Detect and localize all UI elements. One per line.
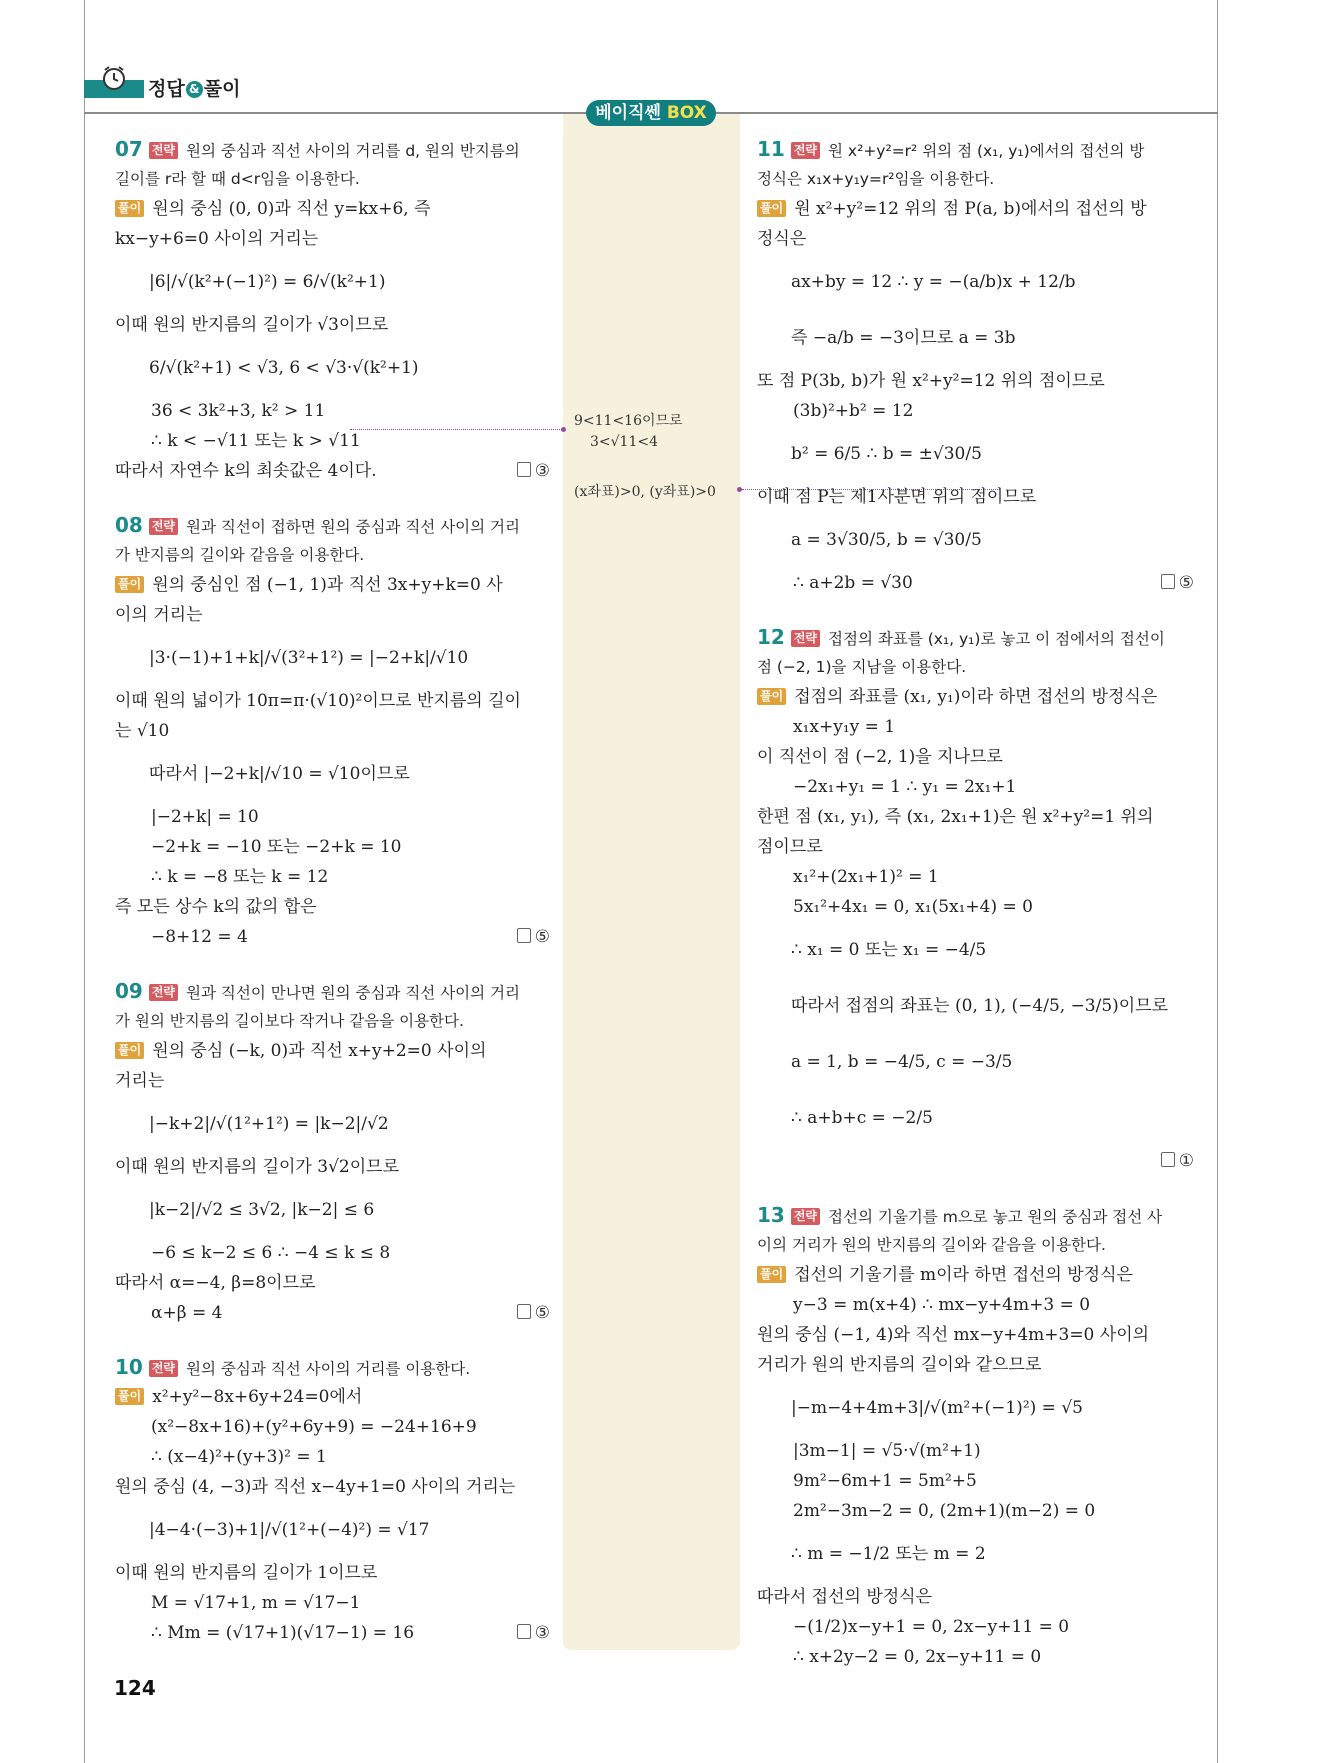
box-note-1a: 9<11<16이므로 xyxy=(574,413,683,429)
problem-header xyxy=(115,976,550,1006)
math-line: |3m−1| = √5·√(m²+1) xyxy=(793,1441,981,1461)
basic-box-column xyxy=(563,114,740,1650)
answer-icon xyxy=(517,1304,531,1319)
solution-badge: 풀이 xyxy=(757,1266,786,1283)
solution-badge: 풀이 xyxy=(115,576,144,593)
math-line: −2+k = −10 또는 −2+k = 10 xyxy=(151,837,402,857)
solution-badge: 풀이 xyxy=(115,200,144,217)
solution-text: 이때 원의 반지름의 길이가 √3이므로 xyxy=(115,315,389,335)
answer-icon xyxy=(517,1624,531,1639)
formula-line: a = 3√30/5, b = √30/5 xyxy=(791,530,982,550)
math-line: ∴ (x−4)²+(y+3)² = 1 xyxy=(151,1447,327,1467)
solution-text: 원의 중심인 점 (−1, 1)과 직선 3x+y+k=0 사 xyxy=(152,575,503,595)
strategy-badge: 전략 xyxy=(791,630,820,647)
math-line: 9m²−6m+1 = 5m²+5 xyxy=(793,1471,977,1491)
problem-header xyxy=(757,1200,1194,1230)
solution-badge: 풀이 xyxy=(115,1388,144,1405)
strategy-text: 원과 직선이 만나면 원의 중심과 직선 사이의 거리 xyxy=(186,984,520,1002)
solution-text: 이때 원의 반지름의 길이가 3√2이므로 xyxy=(115,1157,399,1177)
solution-text: 이때 원의 반지름의 길이가 1이므로 xyxy=(115,1563,378,1583)
answer-mark: ① xyxy=(1161,1146,1194,1176)
solution-text: 원의 중심 (0, 0)과 직선 y=kx+6, 즉 xyxy=(152,199,431,219)
math-line: (x²−8x+16)+(y²+6y+9) = −24+16+9 xyxy=(151,1417,477,1437)
math-line: −(1/2)x−y+1 = 0, 2x−y+11 = 0 xyxy=(793,1617,1070,1637)
strategy-text: 길이를 r라 할 때 d<r임을 이용한다. xyxy=(115,170,360,188)
answer-mark: ⑤ xyxy=(1161,568,1194,598)
math-line: −2x₁+y₁ = 1 ∴ y₁ = 2x₁+1 xyxy=(793,777,1017,797)
solution-badge: 풀이 xyxy=(115,1042,144,1059)
solution-text: 이 직선이 점 (−2, 1)을 지나므로 xyxy=(757,747,1003,767)
formula-line: 따라서 접점의 좌표는 (0, 1), (−4/5, −3/5)이므로 xyxy=(791,996,1169,1016)
formula-line: |4−4·(−3)+1|/√(1²+(−4)²) = √17 xyxy=(149,1520,430,1540)
problem-number: 09 xyxy=(115,979,143,1003)
section-title: 정답 & 풀이 xyxy=(148,78,241,100)
problem-number: 12 xyxy=(757,625,785,649)
solution-badge: 풀이 xyxy=(757,200,786,217)
section-gap xyxy=(115,1328,550,1352)
solution-text: 또 점 P(3b, b)가 원 x²+y²=12 위의 점이므로 xyxy=(757,371,1105,391)
solution-start xyxy=(115,1036,550,1066)
solution-text: 원의 중심 (−1, 4)와 직선 mx−y+4m+3=0 사이의 xyxy=(757,1325,1150,1345)
math-line: ∴ a+2b = √30 xyxy=(793,573,913,593)
page-number: 124 xyxy=(114,1676,156,1700)
strategy-badge: 전략 xyxy=(149,1360,178,1377)
math-line: |−2+k| = 10 xyxy=(151,807,259,827)
solution-text: 점이므로 xyxy=(757,837,823,857)
math-line: y−3 = m(x+4) ∴ mx−y+4m+3 = 0 xyxy=(793,1295,1091,1315)
strategy-text: 원 x²+y²=r² 위의 점 (x₁, y₁)에서의 접선의 방 xyxy=(828,142,1145,160)
solution-text: 따라서 자연수 k의 최솟값은 4이다. xyxy=(115,461,377,481)
strategy-badge: 전략 xyxy=(791,1208,820,1225)
problem-number: 13 xyxy=(757,1203,785,1227)
solution-start xyxy=(115,570,550,600)
formula-line: ∴ x₁ = 0 또는 x₁ = −4/5 xyxy=(791,940,987,960)
solution-start xyxy=(115,1382,550,1412)
formula-line: a = 1, b = −4/5, c = −3/5 xyxy=(791,1052,1013,1072)
problem-header xyxy=(757,134,1194,164)
basic-box-label: 베이직쎈 BOX xyxy=(586,100,716,126)
solution-text: 거리는 xyxy=(115,1071,165,1091)
math-line: (3b)²+b² = 12 xyxy=(793,401,914,421)
solution-text: 거리가 원의 반지름의 길이와 같으므로 xyxy=(757,1355,1042,1375)
math-line: x₁²+(2x₁+1)² = 1 xyxy=(793,867,939,887)
solution-text: 원 x²+y²=12 위의 점 P(a, b)에서의 접선의 방 xyxy=(794,199,1147,219)
strategy-text: 접점의 좌표를 (x₁, y₁)로 놓고 이 점에서의 접선이 xyxy=(828,630,1165,648)
answer-line xyxy=(115,1298,550,1328)
problem-number: 07 xyxy=(115,137,143,161)
solution-text: 이때 점 P는 제1사분면 위의 점이므로 xyxy=(757,487,1037,507)
solution-start xyxy=(115,194,550,224)
strategy-badge: 전략 xyxy=(149,984,178,1001)
problem-header xyxy=(757,622,1194,652)
note1-dot xyxy=(561,427,566,432)
answer-icon xyxy=(517,928,531,943)
strategy-badge: 전략 xyxy=(149,518,178,535)
answer-mark: ③ xyxy=(517,1618,550,1648)
right-column xyxy=(757,134,1194,1672)
math-line: 2m²−3m−2 = 0, (2m+1)(m−2) = 0 xyxy=(793,1501,1096,1521)
solution-text: 이의 거리는 xyxy=(115,605,203,625)
formula-line: 즉 −a/b = −3이므로 a = 3b xyxy=(791,328,1016,348)
solution-text: 한편 점 (x₁, y₁), 즉 (x₁, 2x₁+1)은 원 x²+y²=1 위의 xyxy=(757,807,1154,827)
answer-line xyxy=(115,922,550,952)
section-gap xyxy=(115,952,550,976)
solution-text: 접점의 좌표를 (x₁, y₁)이라 하면 접선의 방정식은 xyxy=(794,687,1158,707)
formula-line: ax+by = 12 ∴ y = −(a/b)x + 12/b xyxy=(791,272,1076,292)
section-gap xyxy=(115,486,550,510)
problem-number: 08 xyxy=(115,513,143,537)
formula-line: |−m−4+4m+3|/√(m²+(−1)²) = √5 xyxy=(791,1398,1083,1418)
section-gap xyxy=(757,1176,1194,1200)
formula-line: |6|/√(k²+(−1)²) = 6/√(k²+1) xyxy=(149,272,386,292)
alarm-clock-icon xyxy=(100,64,128,92)
answer-icon xyxy=(517,462,531,477)
answer-icon xyxy=(1161,1152,1175,1167)
math-line: α+β = 4 xyxy=(151,1303,223,1323)
problem-header xyxy=(115,1352,550,1382)
math-line: M = √17+1, m = √17−1 xyxy=(151,1593,361,1613)
section-gap xyxy=(757,598,1194,622)
answer-mark: ③ xyxy=(517,456,550,486)
formula-line: |3·(−1)+1+k|/√(3²+1²) = |−2+k|/√10 xyxy=(149,648,469,668)
math-line: ∴ Mm = (√17+1)(√17−1) = 16 xyxy=(151,1623,415,1643)
formula-line: 6/√(k²+1) < √3, 6 < √3·√(k²+1) xyxy=(149,358,419,378)
math-line: −6 ≤ k−2 ≤ 6 ∴ −4 ≤ k ≤ 8 xyxy=(151,1243,391,1263)
solution-text: 따라서 접선의 방정식은 xyxy=(757,1587,933,1607)
answer-line xyxy=(757,568,1194,598)
solution-text: 즉 모든 상수 k의 값의 합은 xyxy=(115,897,317,917)
page-border-right xyxy=(1217,0,1218,1763)
formula-line: |−k+2|/√(1²+1²) = |k−2|/√2 xyxy=(149,1114,389,1134)
formula-line: |k−2|/√2 ≤ 3√2, |k−2| ≤ 6 xyxy=(149,1200,375,1220)
strategy-text: 가 반지름의 길이와 같음을 이용한다. xyxy=(115,546,365,564)
solution-badge: 풀이 xyxy=(757,688,786,705)
solution-start xyxy=(757,1260,1194,1290)
formula-line: 따라서 |−2+k|/√10 = √10이므로 xyxy=(149,764,410,784)
page-border-left xyxy=(84,0,85,1763)
strategy-text: 원의 중심과 직선 사이의 거리를 이용한다. xyxy=(186,1360,471,1378)
problem-header xyxy=(115,134,550,164)
answer-icon xyxy=(1161,574,1175,589)
solution-text: 따라서 α=−4, β=8이므로 xyxy=(115,1273,316,1293)
math-line: −8+12 = 4 xyxy=(151,927,248,947)
math-line: 36 < 3k²+3, k² > 11 xyxy=(151,401,326,421)
solution-text: kx−y+6=0 사이의 거리는 xyxy=(115,229,319,249)
math-line: ∴ k < −√11 또는 k > √11 xyxy=(151,431,361,451)
solution-text: 원의 중심 (−k, 0)과 직선 x+y+2=0 사이의 xyxy=(152,1041,487,1061)
answer-line xyxy=(115,1618,550,1648)
strategy-text: 이의 거리가 원의 반지름의 길이와 같음을 이용한다. xyxy=(757,1236,1106,1254)
solution-text: x²+y²−8x+6y+24=0에서 xyxy=(152,1387,363,1407)
answer-mark: ⑤ xyxy=(517,922,550,952)
solution-text: 접선의 기울기를 m이라 하면 접선의 방정식은 xyxy=(794,1265,1133,1285)
formula-line: ∴ a+b+c = −2/5 xyxy=(791,1108,933,1128)
problem-header xyxy=(115,510,550,540)
strategy-text: 정식은 x₁x+y₁y=r²임을 이용한다. xyxy=(757,170,995,188)
answer-line xyxy=(757,1146,1194,1176)
answer-line xyxy=(115,456,550,486)
strategy-text: 가 원의 반지름의 길이보다 작거나 같음을 이용한다. xyxy=(115,1012,464,1030)
strategy-text: 원과 직선이 접하면 원의 중심과 직선 사이의 거리 xyxy=(186,518,520,536)
problem-number: 11 xyxy=(757,137,785,161)
left-column xyxy=(115,134,550,1648)
box-note-1b: 3<√11<4 xyxy=(590,434,659,450)
solution-text: 원의 중심 (4, −3)과 직선 x−4y+1=0 사이의 거리는 xyxy=(115,1477,516,1497)
solution-text: 정식은 xyxy=(757,229,807,249)
problem-number: 10 xyxy=(115,1355,143,1379)
box-note-2: (x좌표)>0, (y좌표)>0 xyxy=(574,484,716,500)
strategy-text: 접선의 기울기를 m으로 놓고 원의 중심과 접선 사 xyxy=(828,1208,1163,1226)
solution-text: 이때 원의 넓이가 10π=π·(√10)²이므로 반지름의 길이 xyxy=(115,691,521,711)
strategy-text: 점 (−2, 1)을 지남을 이용한다. xyxy=(757,658,967,676)
solution-start xyxy=(757,194,1194,224)
answer-mark: ⑤ xyxy=(517,1298,550,1328)
formula-line: b² = 6/5 ∴ b = ±√30/5 xyxy=(791,444,982,464)
strategy-badge: 전략 xyxy=(149,142,178,159)
strategy-text: 원의 중심과 직선 사이의 거리를 d, 원의 반지름의 xyxy=(186,142,520,160)
solution-text: 는 √10 xyxy=(115,721,170,741)
strategy-badge: 전략 xyxy=(791,142,820,159)
solution-start xyxy=(757,682,1194,712)
math-line: x₁x+y₁y = 1 xyxy=(793,717,896,737)
math-line: ∴ x+2y−2 = 0, 2x−y+11 = 0 xyxy=(793,1647,1042,1667)
math-line: ∴ k = −8 또는 k = 12 xyxy=(151,867,329,887)
formula-line: ∴ m = −1/2 또는 m = 2 xyxy=(791,1544,986,1564)
math-line: 5x₁²+4x₁ = 0, x₁(5x₁+4) = 0 xyxy=(793,897,1033,917)
